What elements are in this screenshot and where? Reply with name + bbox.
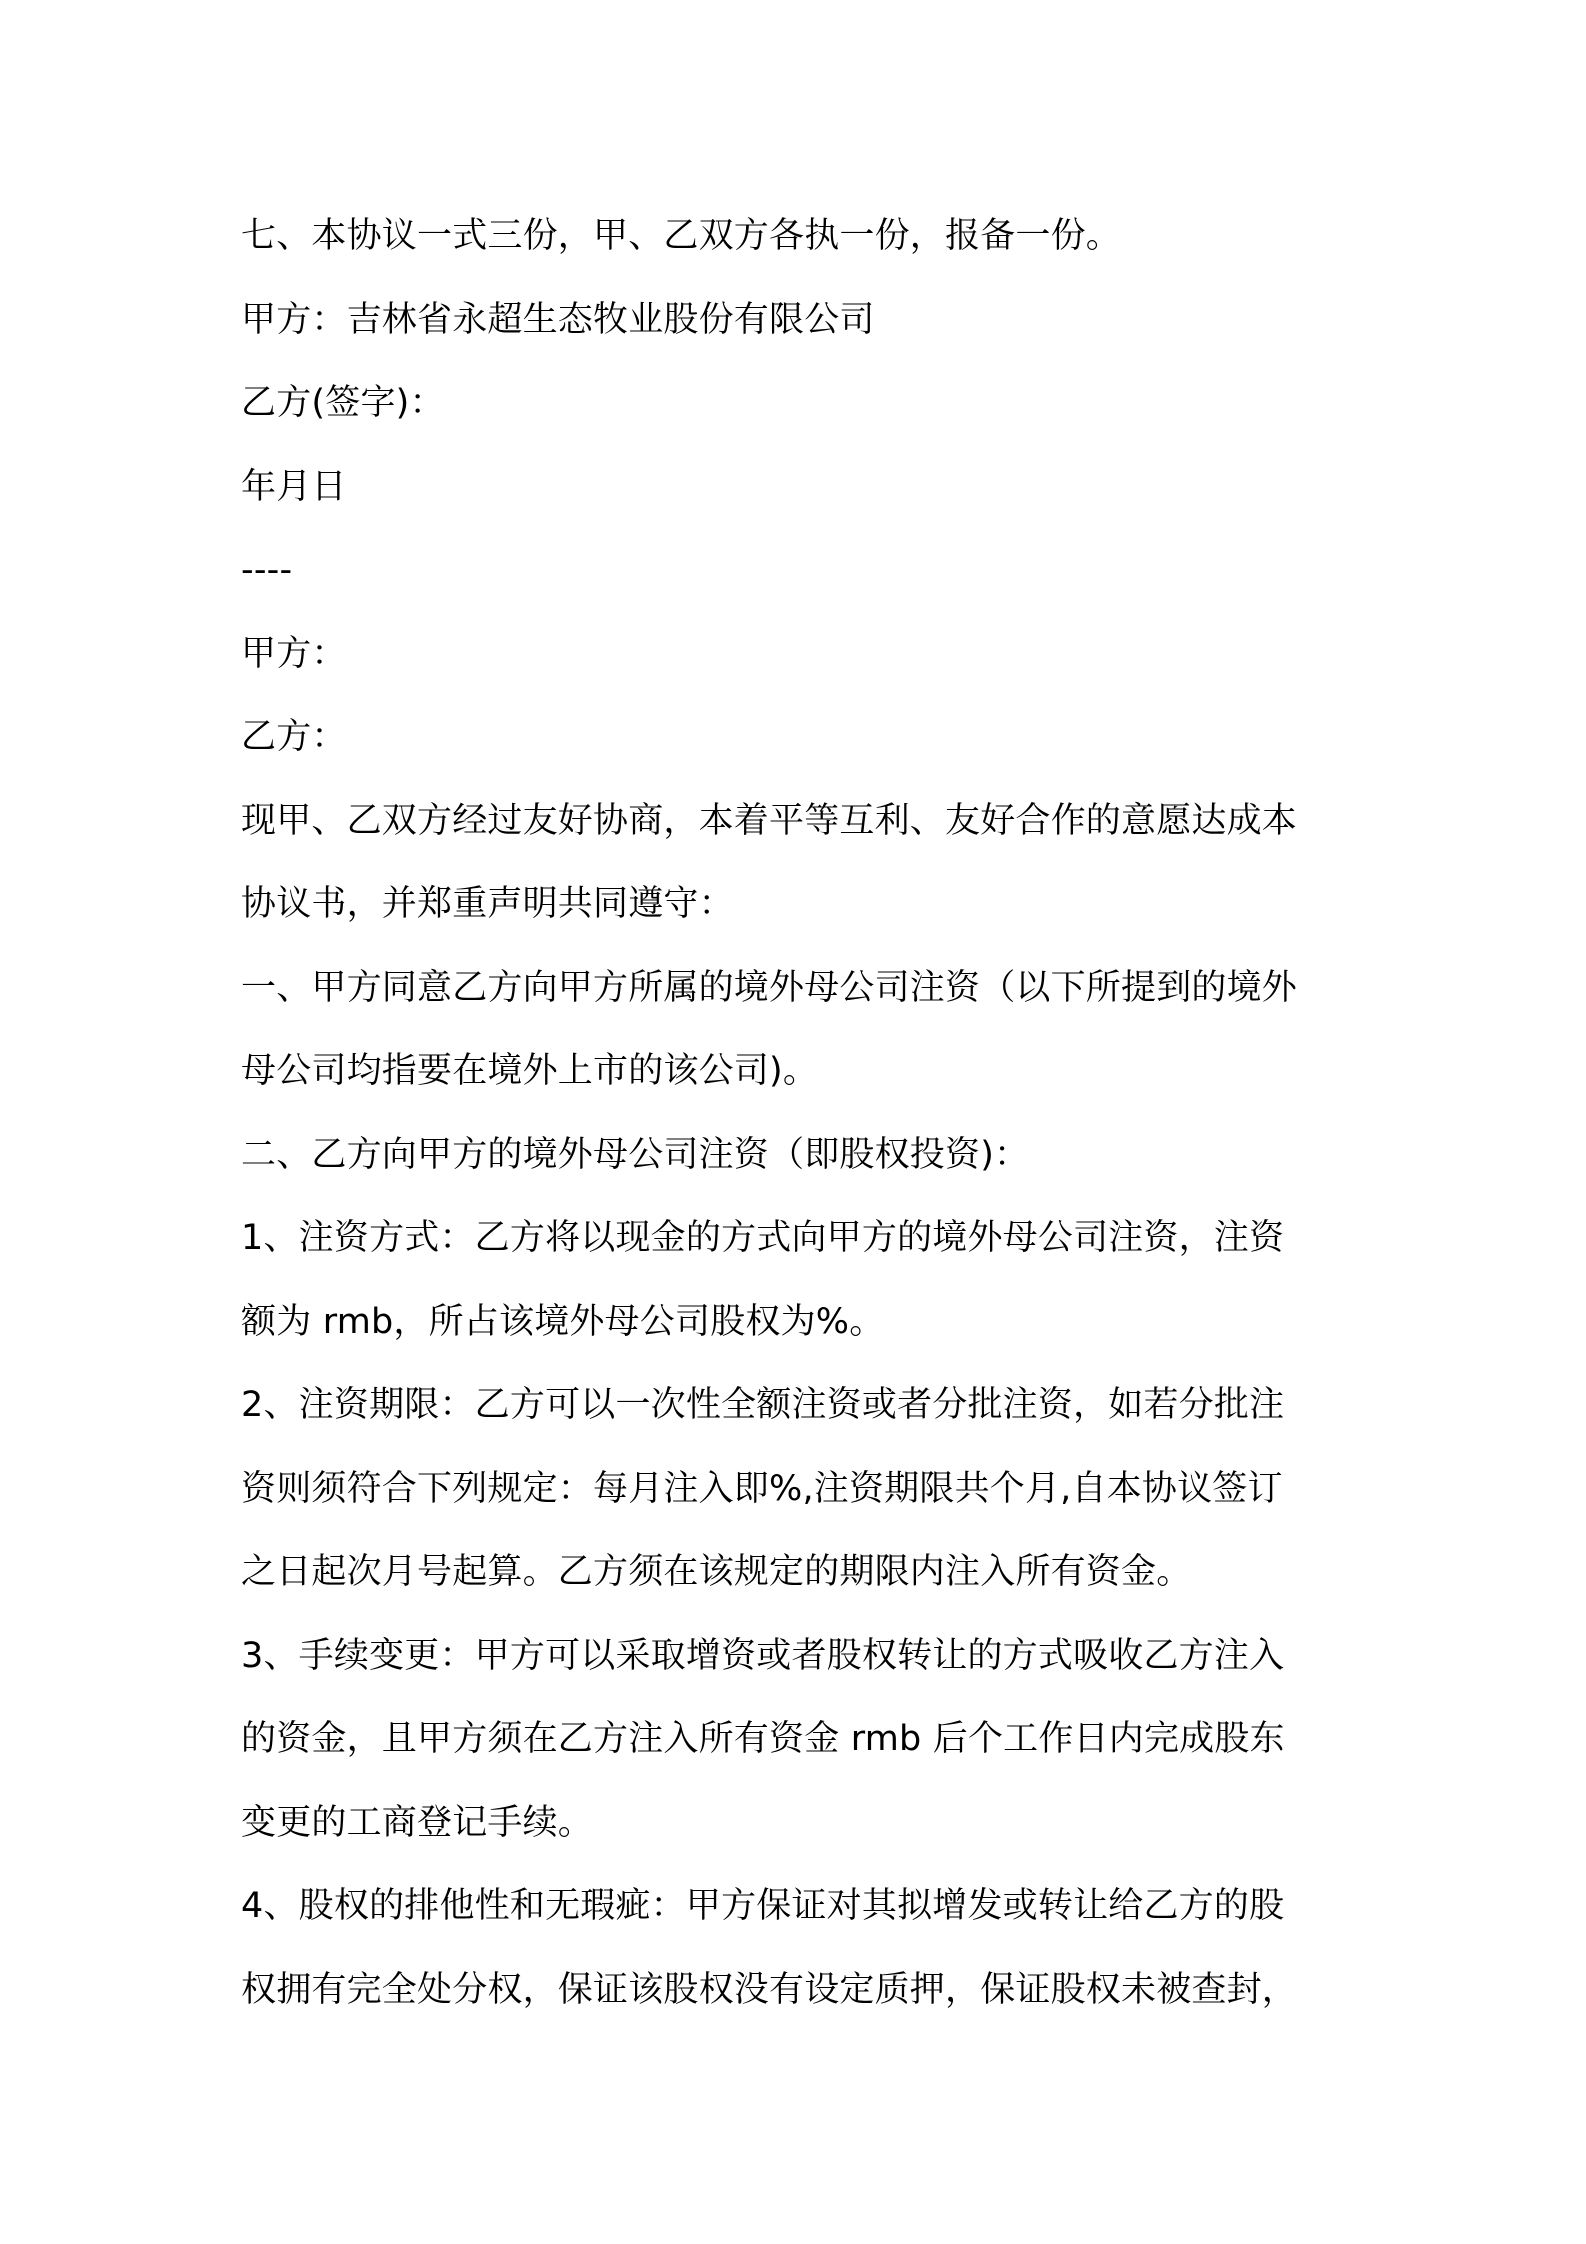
item-2-line-3: 之日起次月号起算。乙方须在该规定的期限内注入所有资金。 (241, 1552, 1192, 1592)
party-a-label: 甲方： (241, 633, 347, 674)
item-3-line-3: 变更的工商登记手续。 (241, 1802, 594, 1843)
separator: ---- (241, 550, 293, 590)
item-4-line-2: 权拥有完全处分权，保证该股权没有设定质押，保证股权未被查封， (241, 1969, 1298, 2010)
item-4-line-1: 4、股权的排他性和无瑕疵：甲方保证对其拟增发或转让给乙方的股 (241, 1886, 1285, 1926)
clause-one-line-2: 母公司均指要在境外上市的该公司)。 (241, 1051, 819, 1091)
clause-seven: 七、本协议一式三份，甲、乙双方各执一份，报备一份。 (241, 216, 1122, 256)
item-3-line-1: 3、手续变更：甲方可以采取增资或者股权转让的方式吸收乙方注入 (241, 1635, 1285, 1676)
item-1-line-2: 额为 rmb，所占该境外母公司股权为%。 (241, 1301, 885, 1342)
party-b-signature: 乙方(签字)： (241, 383, 445, 423)
clause-two-heading: 二、乙方向甲方的境外母公司注资（即股权投资)： (241, 1134, 1030, 1175)
preamble-line-1: 现甲、乙双方经过友好协商，本着平等互利、友好合作的意愿达成本 (241, 800, 1298, 841)
party-a-name: 甲方：吉林省永超生态牧业股份有限公司 (241, 299, 875, 340)
clause-one-line-1: 一、甲方同意乙方向甲方所属的境外母公司注资（以下所提到的境外 (241, 967, 1298, 1008)
preamble-line-2: 协议书，并郑重声明共同遵守： (241, 884, 734, 924)
signing-date: 年月日 (241, 466, 347, 507)
item-1-line-1: 1、注资方式：乙方将以现金的方式向甲方的境外母公司注资，注资 (241, 1218, 1285, 1258)
party-b-label: 乙方： (241, 717, 347, 757)
item-3-line-2: 的资金，且甲方须在乙方注入所有资金 rmb 后个工作日内完成股东 (241, 1719, 1285, 1759)
document-body (241, 195, 1361, 2032)
item-2-line-2: 资则须符合下列规定：每月注入即%,注资期限共个月,自本协议签订 (241, 1468, 1283, 1509)
item-2-line-1: 2、注资期限：乙方可以一次性全额注资或者分批注资，如若分批注 (241, 1385, 1285, 1425)
